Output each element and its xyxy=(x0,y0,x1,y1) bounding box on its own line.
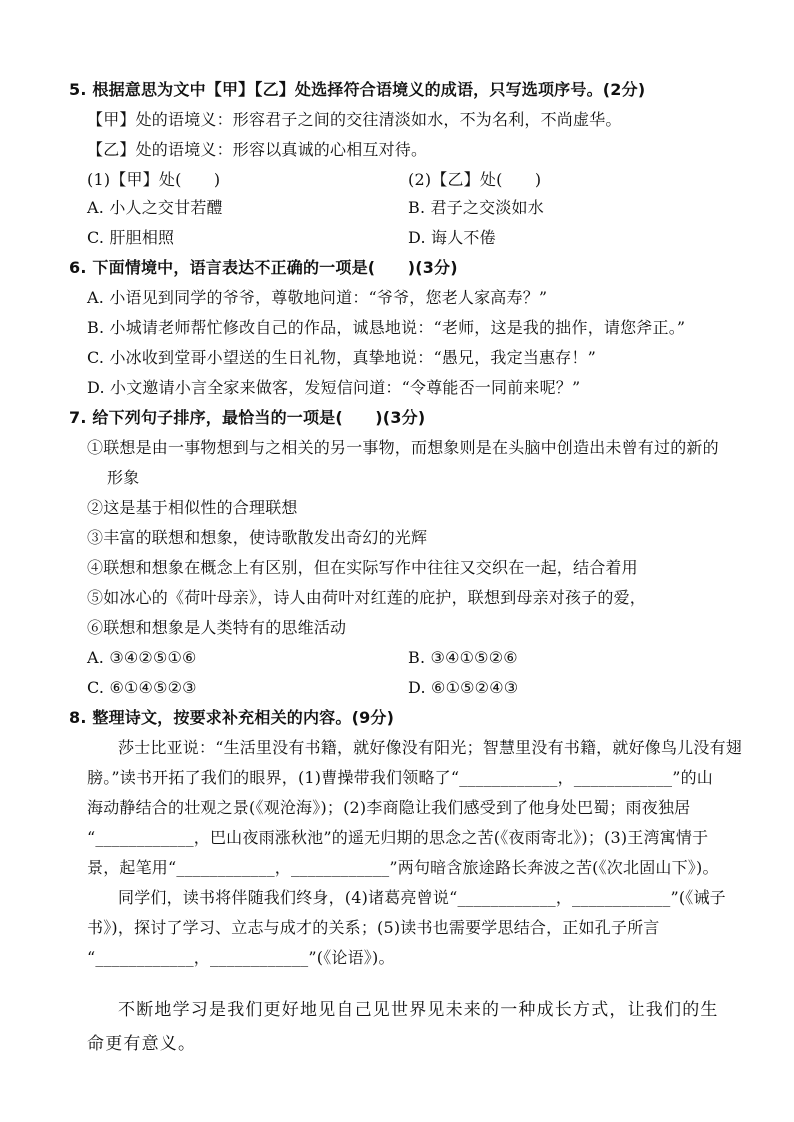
q5-jia-context: 【甲】处的语境义：形容君子之间的交往清淡如水，不为名利，不尚虚华。 xyxy=(87,110,622,129)
q8-paragraph-1-line-1: 莎士比亚说：“生活里没有书籍，就好像没有阳光；智慧里没有书籍，就好像鸟儿没有翅 xyxy=(118,738,742,757)
closing-line-2: 命更有意义。 xyxy=(87,1034,197,1054)
q6-option-a: A. 小语见到同学的爷爷，尊敬地问道：“爷爷，您老人家高寿？” xyxy=(87,288,548,307)
q5-option-b: B. 君子之交淡如水 xyxy=(408,198,544,217)
q5-yi-context: 【乙】处的语境义：形容以真诚的心相互对待。 xyxy=(87,140,428,159)
q7-sentence-5: ⑤如冰心的《荷叶母亲》，诗人由荷叶对红莲的庇护，联想到母亲对孩子的爱， xyxy=(87,588,647,607)
q8-paragraph-2-line-2: 书》)，探讨了学习、立志与成才的关系；(5)读书也需要学思结合，正如孔子所言 xyxy=(87,918,660,937)
q5-option-d: D. 诲人不倦 xyxy=(408,228,496,247)
q5-blank-1: (1)【甲】处( ) xyxy=(87,170,221,189)
q7-stem: 7. 给下列句子排序，最恰当的一项是( )(3分) xyxy=(69,408,426,427)
q7-sentence-1: ①联想是由一事物想到与之相关的另一事物，而想象则是在头脑中创造出未曾有过的新的 xyxy=(87,438,719,457)
q6-option-c: C. 小冰收到堂哥小望送的生日礼物，真挚地说：“愚兄，我定当惠存！” xyxy=(87,348,597,367)
q5-stem: 5. 根据意思为文中【甲】【乙】处选择符合语境义的成语，只写选项序号。(2分) xyxy=(69,80,646,99)
q7-option-a: A. ③④②⑤①⑥ xyxy=(87,648,197,667)
q8-paragraph-2-line-1: 同学们，读书将伴随我们终身，(4)诸葛亮曾说“____________，____________”(《诫子 xyxy=(118,888,726,907)
q8-paragraph-1-line-4: “____________，巴山夜雨涨秋池”的遥无归期的思念之苦(《夜雨寄北》)；(3)王湾寓情于 xyxy=(87,828,709,847)
q8-stem: 8. 整理诗文，按要求补充相关的内容。(9分) xyxy=(69,708,395,727)
q8-paragraph-1-line-5: 景，起笔用“____________，____________”两句暗含旅途路长奔波之苦(《次北固山下》)。 xyxy=(87,858,719,877)
q8-paragraph-1-line-3: 海动静结合的壮观之景(《观沧海》)；(2)李商隐让我们感受到了他身处巴蜀；雨夜独居 xyxy=(87,798,691,817)
q7-sentence-6: ⑥联想和想象是人类特有的思维活动 xyxy=(87,618,347,637)
q7-sentence-3: ③丰富的联想和想象，使诗歌散发出奇幻的光辉 xyxy=(87,528,428,547)
q5-blank-2: (2)【乙】处( ) xyxy=(408,170,542,189)
closing-line-1: 不断地学习是我们更好地见自己见世界见未来的一种成长方式，让我们的生 xyxy=(118,1000,719,1020)
q7-option-b: B. ③④①⑤②⑥ xyxy=(408,648,518,667)
q7-option-d: D. ⑥①⑤②④③ xyxy=(408,678,519,697)
q7-sentence-4: ④联想和想象在概念上有区别，但在实际写作中往往又交织在一起，结合着用 xyxy=(87,558,638,577)
q8-paragraph-2-line-3: “____________，____________”(《论语》)。 xyxy=(87,948,395,967)
q7-sentence-1-cont: 形象 xyxy=(107,468,140,487)
q6-option-d: D. 小文邀请小言全家来做客，发短信问道：“令尊能否一同前来呢？” xyxy=(87,378,581,397)
q7-option-c: C. ⑥①④⑤②③ xyxy=(87,678,197,697)
q5-option-a: A. 小人之交甘若醴 xyxy=(87,198,223,217)
q6-stem: 6. 下面情境中，语言表达不正确的一项是( )(3分) xyxy=(69,258,458,277)
q7-sentence-2: ②这是基于相似性的合理联想 xyxy=(87,498,298,517)
q8-paragraph-1-line-2: 膀。”读书开拓了我们的眼界，(1)曹操带我们领略了“____________，____________”的山 xyxy=(87,768,714,787)
q6-option-b: B. 小城请老师帮忙修改自己的作品，诚恳地说：“老师，这是我的拙作，请您斧正。” xyxy=(87,318,686,337)
q5-option-c: C. 肝胆相照 xyxy=(87,228,175,247)
